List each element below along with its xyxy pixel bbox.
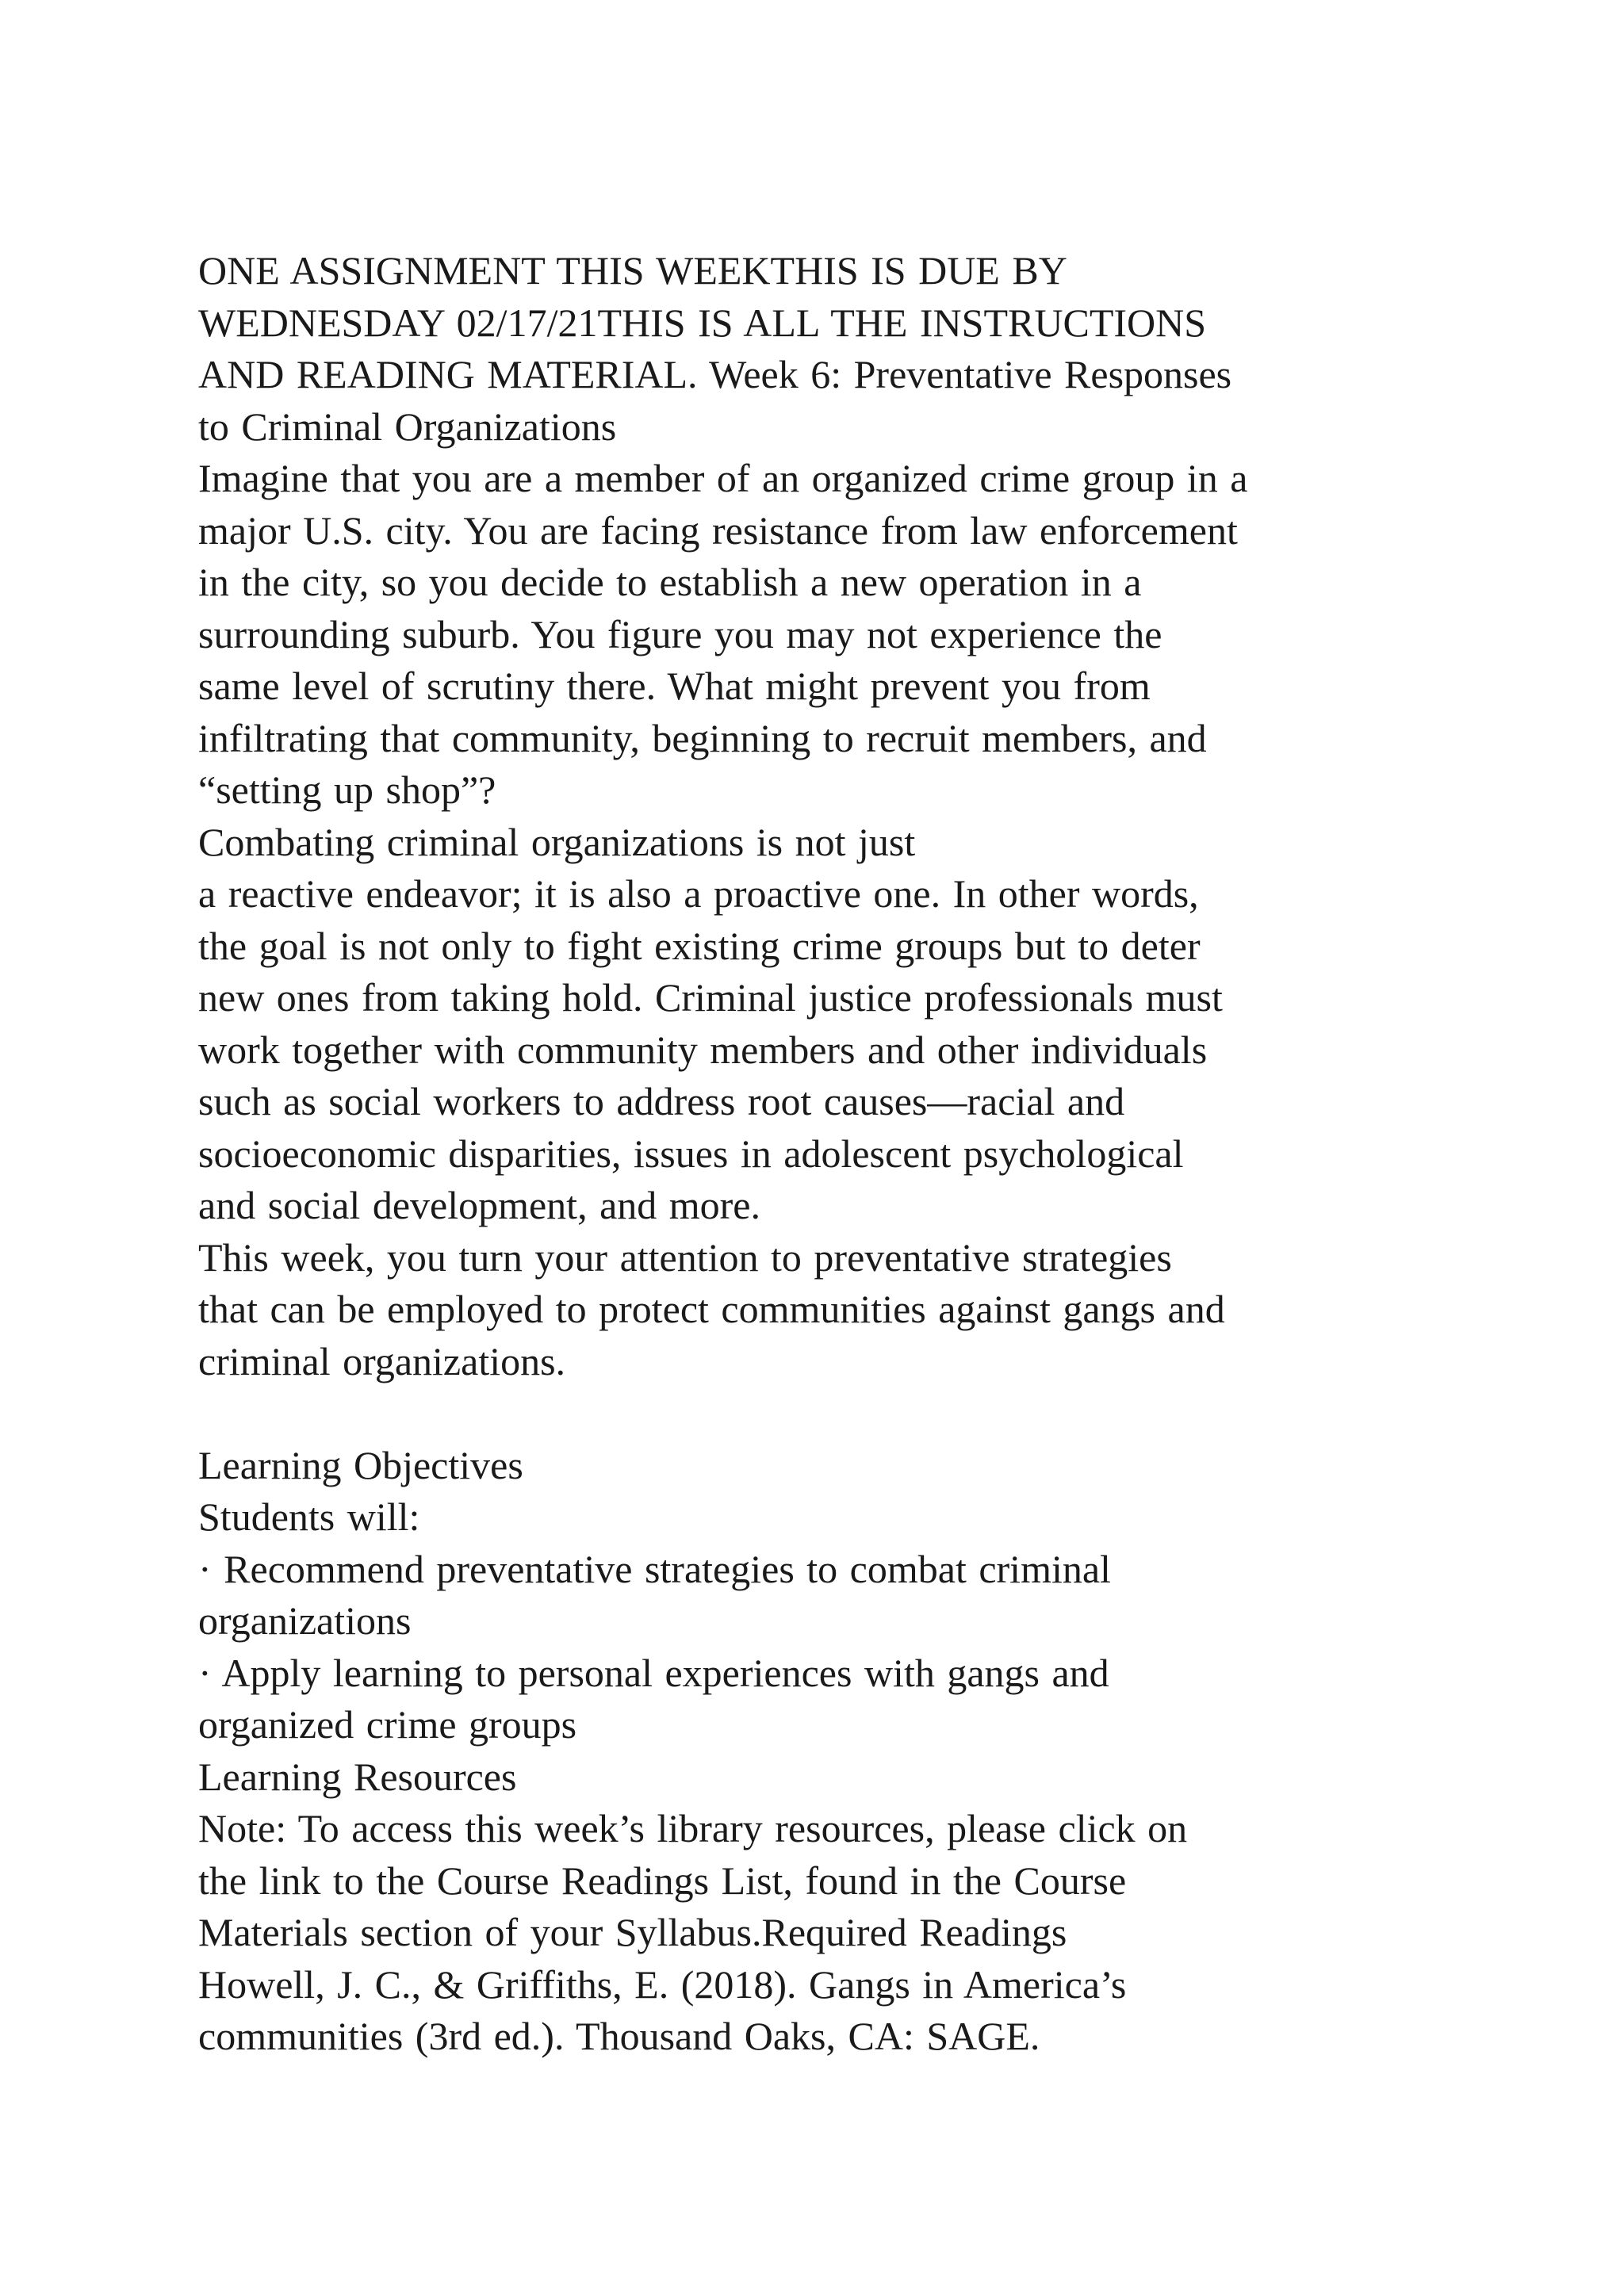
text-line: organized crime groups xyxy=(198,1702,577,1747)
text-line: WEDNESDAY 02/17/21THIS IS ALL THE INSTRUCTIONS xyxy=(198,300,1207,345)
bullet-item: · Recommend preventative strategies to combat criminal xyxy=(198,1546,1111,1591)
text-line: ONE ASSIGNMENT THIS WEEKTHIS IS DUE BY xyxy=(198,248,1067,293)
text-line: Imagine that you are a member of an organized crime group in a xyxy=(198,456,1248,500)
text-line: and social development, and more. xyxy=(198,1183,760,1227)
text-line: Students will: xyxy=(198,1494,420,1539)
citation-line: Howell, J. C., & Griffiths, E. (2018). Gangs in America’s xyxy=(198,1961,1127,2007)
text-line: new ones from taking hold. Criminal justice professionals must xyxy=(198,975,1223,1020)
text-line: organizations xyxy=(198,1598,412,1643)
text-line: Materials section of your Syllabus.Required Readings xyxy=(198,1910,1067,1954)
text-line: to Criminal Organizations xyxy=(198,404,617,449)
bullet-item: · Apply learning to personal experiences with gangs and xyxy=(198,1650,1109,1695)
text-line: in the city, so you decide to establish a new operation in a xyxy=(198,560,1142,604)
text-line: This week, you turn your attention to preventative strategies xyxy=(198,1234,1172,1280)
text-line: major U.S. city. You are facing resistance from law enforcement xyxy=(198,507,1238,553)
text-line: such as social workers to address root causes—racial and xyxy=(198,1079,1125,1123)
section-heading-learning-resources: Learning Resources xyxy=(198,1754,517,1799)
text-line: infiltrating that community, beginning to recruit members, and xyxy=(198,715,1207,760)
text-line: AND READING MATERIAL. Week 6: Preventative Responses xyxy=(198,352,1232,396)
text-line: surrounding suburb. You figure you may not experience the xyxy=(198,611,1162,656)
text-line: the link to the Course Readings List, found in the Course xyxy=(198,1858,1127,1903)
section-heading-learning-objectives: Learning Objectives xyxy=(198,1442,523,1487)
text-line: that can be employed to protect communities against gangs and xyxy=(198,1287,1225,1331)
text-line: same level of scrutiny there. What might prevent you from xyxy=(198,664,1151,708)
blank-line xyxy=(198,1387,1562,1440)
text-line: socioeconomic disparities, issues in adolescent psychological xyxy=(198,1131,1184,1176)
text-line: work together with community members and other individuals xyxy=(198,1027,1208,1072)
text-line: criminal organizations. xyxy=(198,1338,566,1383)
citation-line: communities (3rd ed.). Thousand Oaks, CA: SAGE. xyxy=(198,2014,1040,2058)
text-line: the goal is not only to fight existing crime groups but to deter xyxy=(198,923,1201,968)
text-line: Note: To access this week’s library resources, please click on xyxy=(198,1806,1188,1850)
text-line: Combating criminal organizations is not just xyxy=(198,819,916,864)
text-line: “setting up shop”? xyxy=(198,767,496,812)
document-body xyxy=(198,245,1562,2063)
text-line: a reactive endeavor; it is also a proactive one. In other words, xyxy=(198,871,1199,916)
